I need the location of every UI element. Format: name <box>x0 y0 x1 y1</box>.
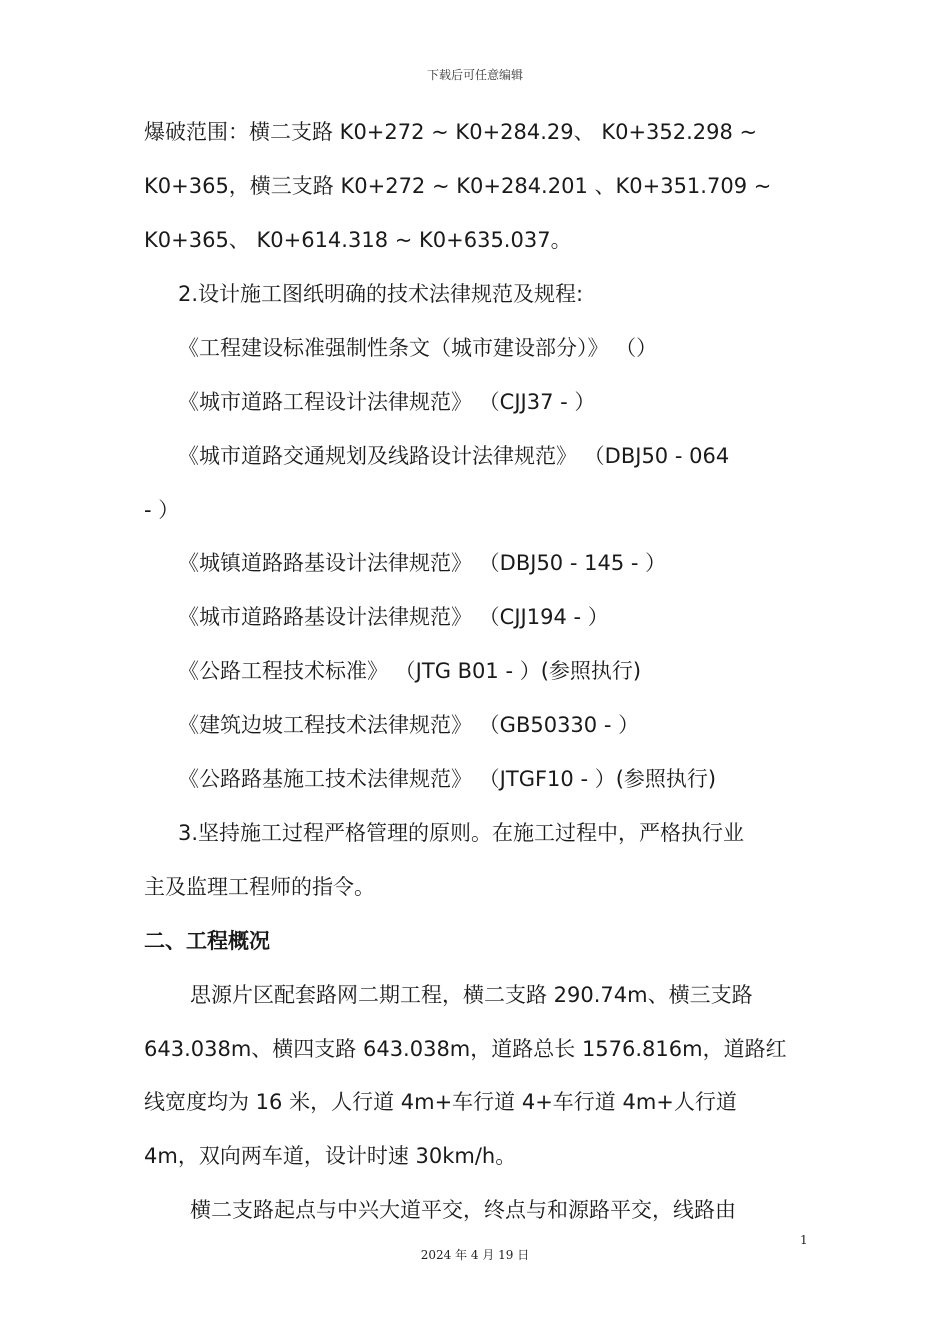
standard-item: 《城镇道路路基设计法律规范》 （DBJ50 - 145 - ） <box>178 551 667 575</box>
paragraph-line: 3.坚持施工过程严格管理的原则。在施工过程中，严格执行业 <box>178 821 745 845</box>
standard-item: 《建筑边坡工程技术法律规范》 （GB50330 - ） <box>178 713 640 737</box>
paragraph-line: 2.设计施工图纸明确的技术法律规范及规程: <box>178 282 584 306</box>
page-number: 1 <box>800 1233 808 1247</box>
standard-item: 《城市道路交通规划及线路设计法律规范》 （DBJ50 - 064 <box>178 444 730 468</box>
standard-item: 《公路工程技术标准》 （JTG B01 - ）(参照执行) <box>178 659 642 683</box>
section-heading: 二、工程概况 <box>144 929 270 953</box>
standard-item: 《城市道路工程设计法律规范》 （CJJ37 - ） <box>178 390 596 414</box>
standard-item: 《城市道路路基设计法律规范》 （CJJ194 - ） <box>178 605 609 629</box>
paragraph-line: 4m，双向两车道，设计时速 30km/h。 <box>144 1144 517 1168</box>
standard-item: 《工程建设标准强制性条文（城市建设部分）》 （） <box>178 336 658 360</box>
paragraph-line: 思源片区配套路网二期工程，横二支路 290.74m、横三支路 <box>190 983 753 1007</box>
paragraph-line: K0+365，横三支路 K0+272 ~ K0+284.201 、K0+351.709 ~ <box>144 174 772 198</box>
paragraph-line: 爆破范围：横二支路 K0+272 ~ K0+284.29、 K0+352.298 ~ <box>144 120 758 144</box>
paragraph-line: K0+365、 K0+614.318 ~ K0+635.037。 <box>144 228 572 252</box>
header-note: 下载后可任意编辑 <box>426 68 523 82</box>
paragraph-line: 主及监理工程师的指令。 <box>144 875 375 899</box>
paragraph-line: 横二支路起点与中兴大道平交，终点与和源路平交，线路由 <box>190 1198 736 1222</box>
standard-item: 《公路路基施工技术法律规范》 （JTGF10 - ）(参照执行) <box>178 767 717 791</box>
paragraph-line: 线宽度均为 16 米，人行道 4m+车行道 4+车行道 4m+人行道 <box>144 1090 737 1114</box>
standard-item: - ） <box>144 498 180 522</box>
paragraph-line: 643.038m、横四支路 643.038m，道路总长 1576.816m，道路红 <box>144 1037 787 1061</box>
footer-date: 2024 年 4 月 19 日 <box>420 1248 530 1262</box>
